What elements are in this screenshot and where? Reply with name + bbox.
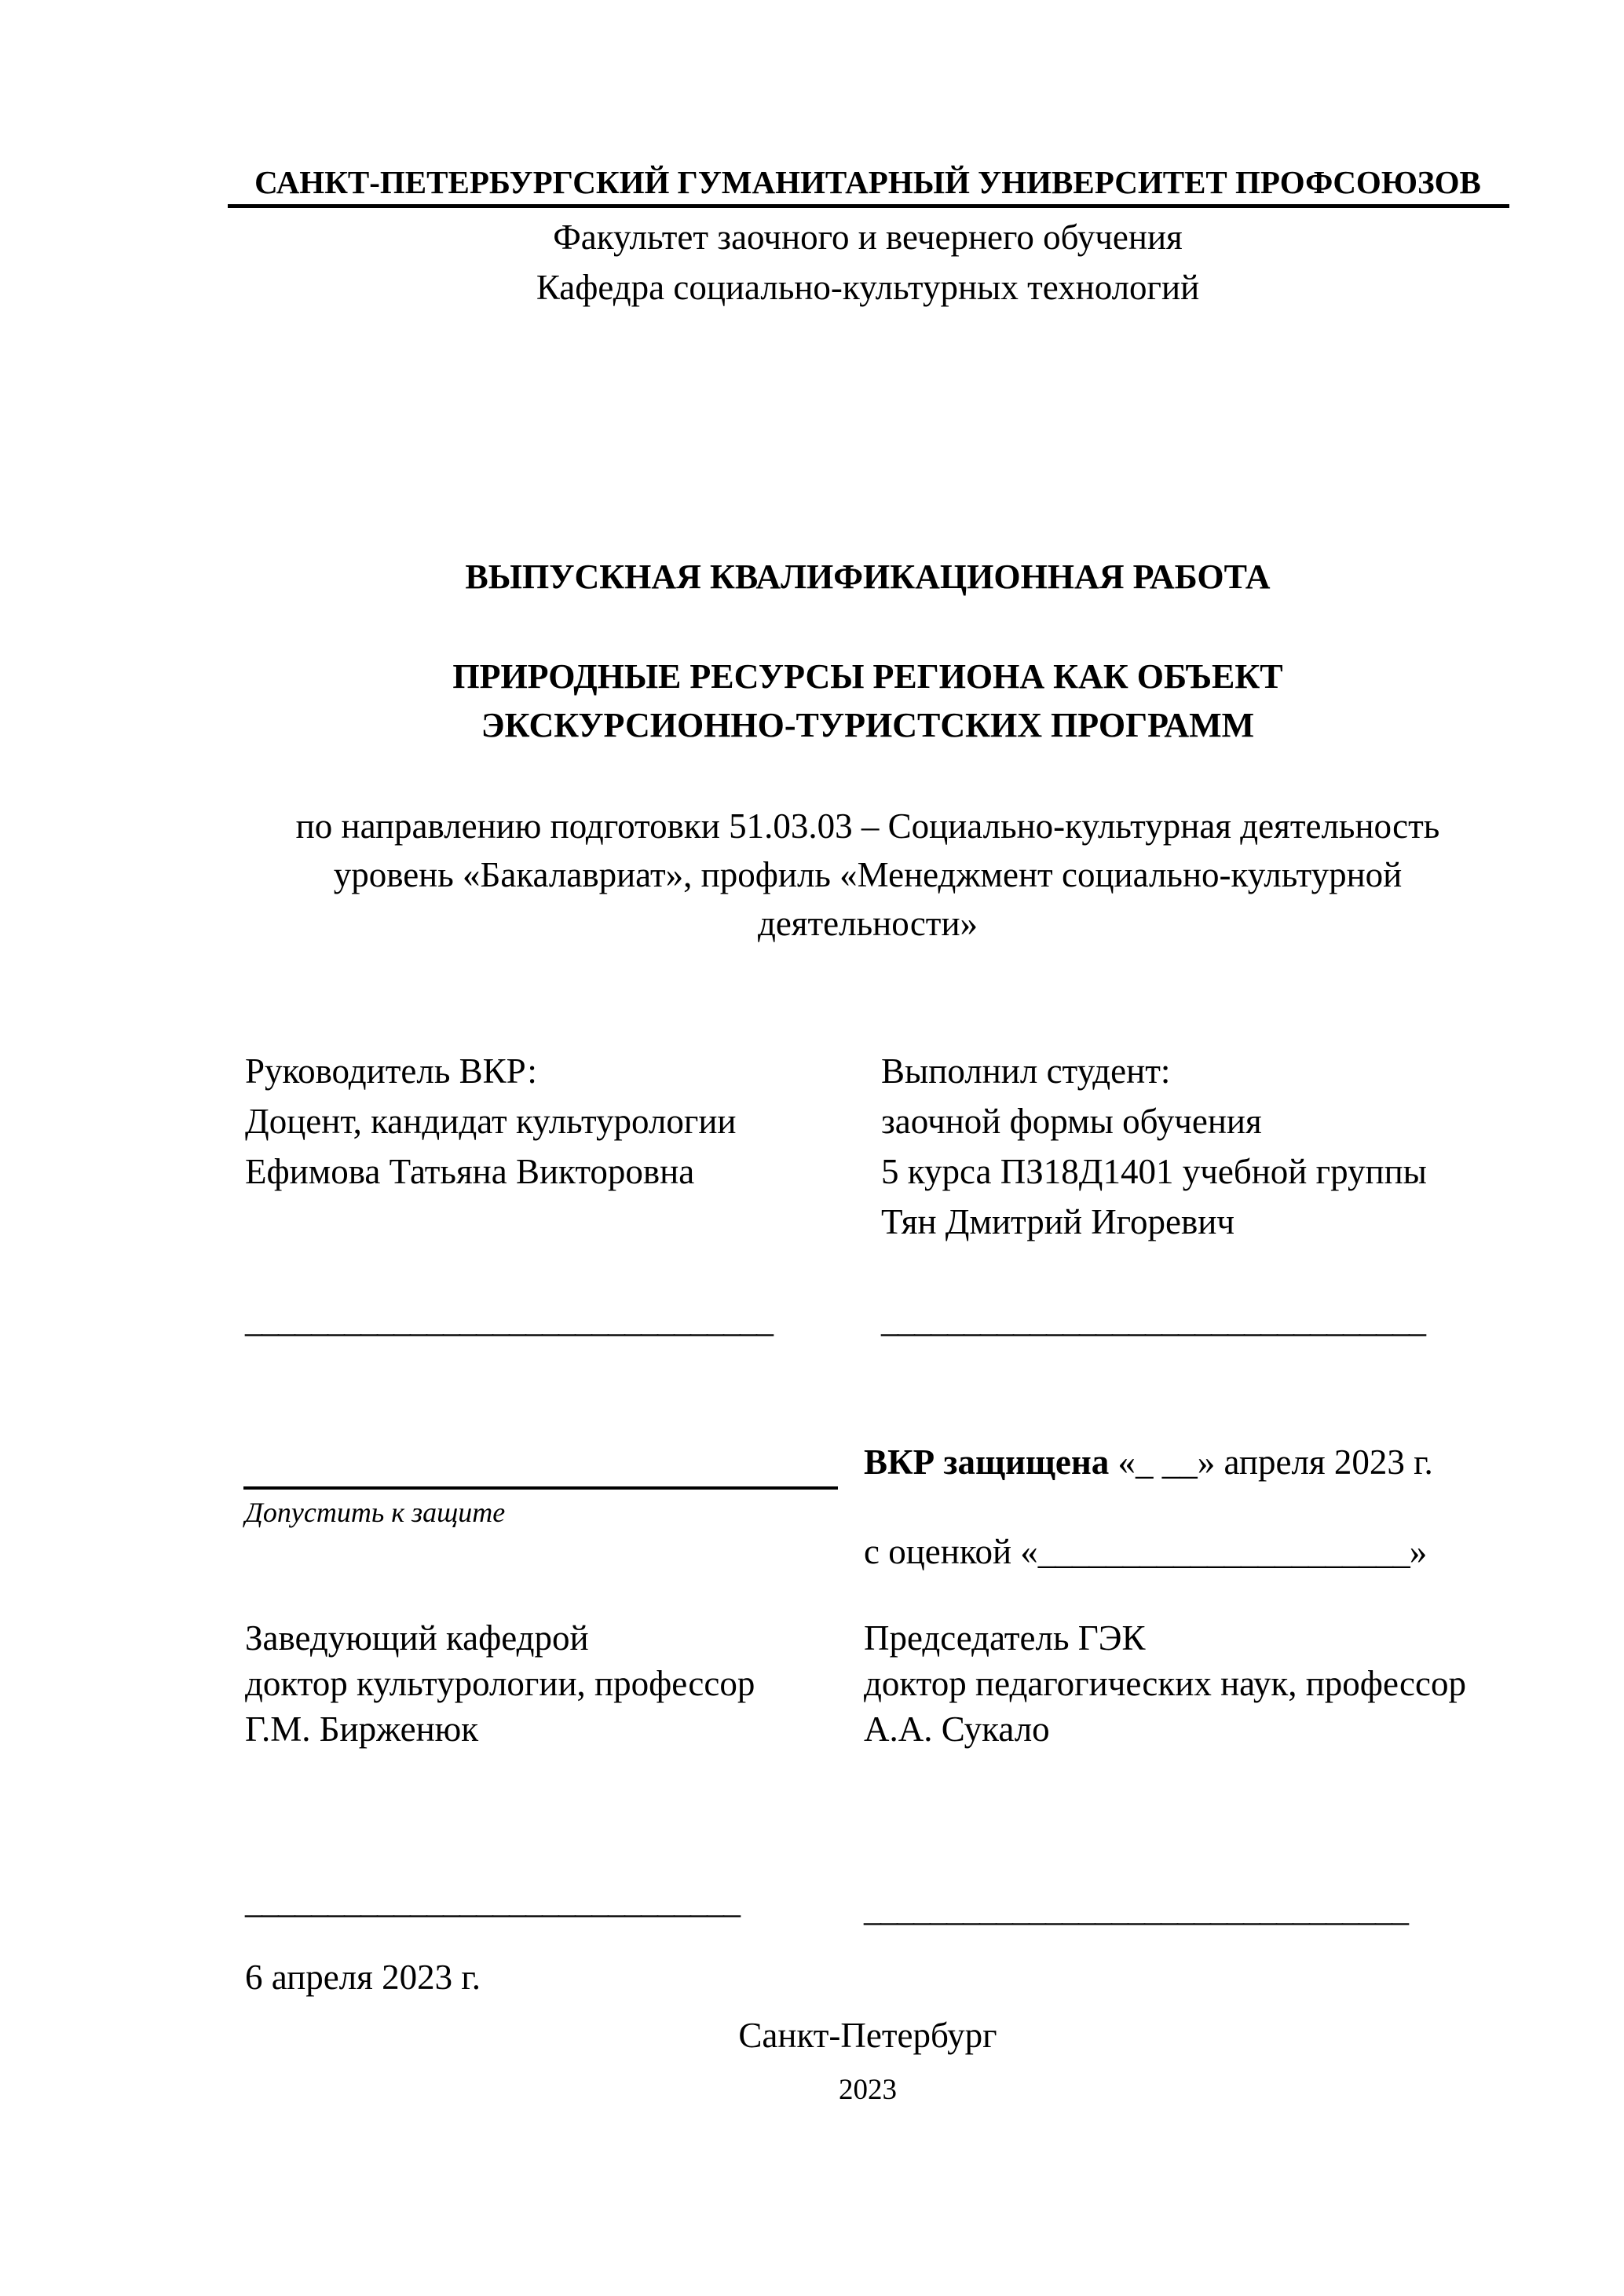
grade-prefix: с оценкой « — [864, 1532, 1038, 1571]
sign-date: 6 апреля 2023 г. — [245, 1958, 481, 1997]
head-degree: доктор культурологии, профессор — [245, 1664, 755, 1703]
year: 2023 — [839, 2074, 897, 2106]
direction-line2: уровень «Бакалавриат», профиль «Менеджмент социально-культурной — [333, 855, 1403, 894]
head-title: Заведующий кафедрой — [245, 1618, 589, 1658]
chairman-title: Председатель ГЭК — [864, 1618, 1146, 1658]
faculty-name: Факультет заочного и вечернего обучения — [553, 218, 1183, 257]
work-type: ВЫПУСКНАЯ КВАЛИФИКАЦИОННАЯ РАБОТА — [465, 558, 1271, 596]
student-label: Выполнил студент: — [881, 1051, 1171, 1091]
student-name: Тян Дмитрий Игоревич — [881, 1202, 1234, 1241]
supervisor-name: Ефимова Татьяна Викторовна — [245, 1152, 695, 1191]
chairman-signature-line: _________________________________ — [864, 1890, 1408, 1929]
supervisor-label: Руководитель ВКР: — [245, 1051, 537, 1091]
work-title-line2: ЭКСКУРСИОННО-ТУРИСТСКИХ ПРОГРАММ — [481, 706, 1255, 744]
student-signature-line: _________________________________ — [881, 1301, 1425, 1340]
admission-label: Допустить к защите — [245, 1497, 506, 1528]
defense-date: «_ __» апреля 2023 г. — [1109, 1442, 1433, 1482]
header-rule — [228, 204, 1509, 208]
supervisor-signature-line: ________________________________ — [245, 1301, 773, 1340]
grade-statement — [864, 1526, 1427, 1577]
university-name: САНКТ-ПЕТЕРБУРГСКИЙ ГУМАНИТАРНЫЙ УНИВЕРСИТЕТ ПРОФСОЮЗОВ — [254, 164, 1481, 200]
grade-blank: ______________________ — [1037, 1532, 1410, 1571]
student-group: 5 курса ПЗ18Д1401 учебной группы — [881, 1152, 1427, 1191]
defense-bold-part: ВКР защищена — [864, 1442, 1110, 1482]
head-signature-line: ______________________________ — [245, 1882, 740, 1921]
chairman-name: А.А. Сукало — [864, 1709, 1050, 1749]
grade-suffix: » — [1409, 1532, 1428, 1571]
student-form: заочной формы обучения — [881, 1102, 1262, 1141]
work-title-line1: ПРИРОДНЫЕ РЕСУРСЫ РЕГИОНА КАК ОБЪЕКТ — [452, 657, 1283, 696]
defense-statement — [864, 1437, 1433, 1487]
direction-line3: деятельности» — [757, 904, 978, 943]
chairman-degree: доктор педагогических наук, профессор — [864, 1664, 1466, 1703]
city: Санкт-Петербург — [738, 2016, 997, 2055]
head-name: Г.М. Бирженюк — [245, 1709, 479, 1749]
supervisor-position: Доцент, кандидат культурологии — [245, 1102, 737, 1141]
department-name: Кафедра социально-культурных технологий — [536, 268, 1200, 307]
direction-line1: по направлению подготовки 51.03.03 – Социально-культурная деятельность — [295, 806, 1440, 846]
